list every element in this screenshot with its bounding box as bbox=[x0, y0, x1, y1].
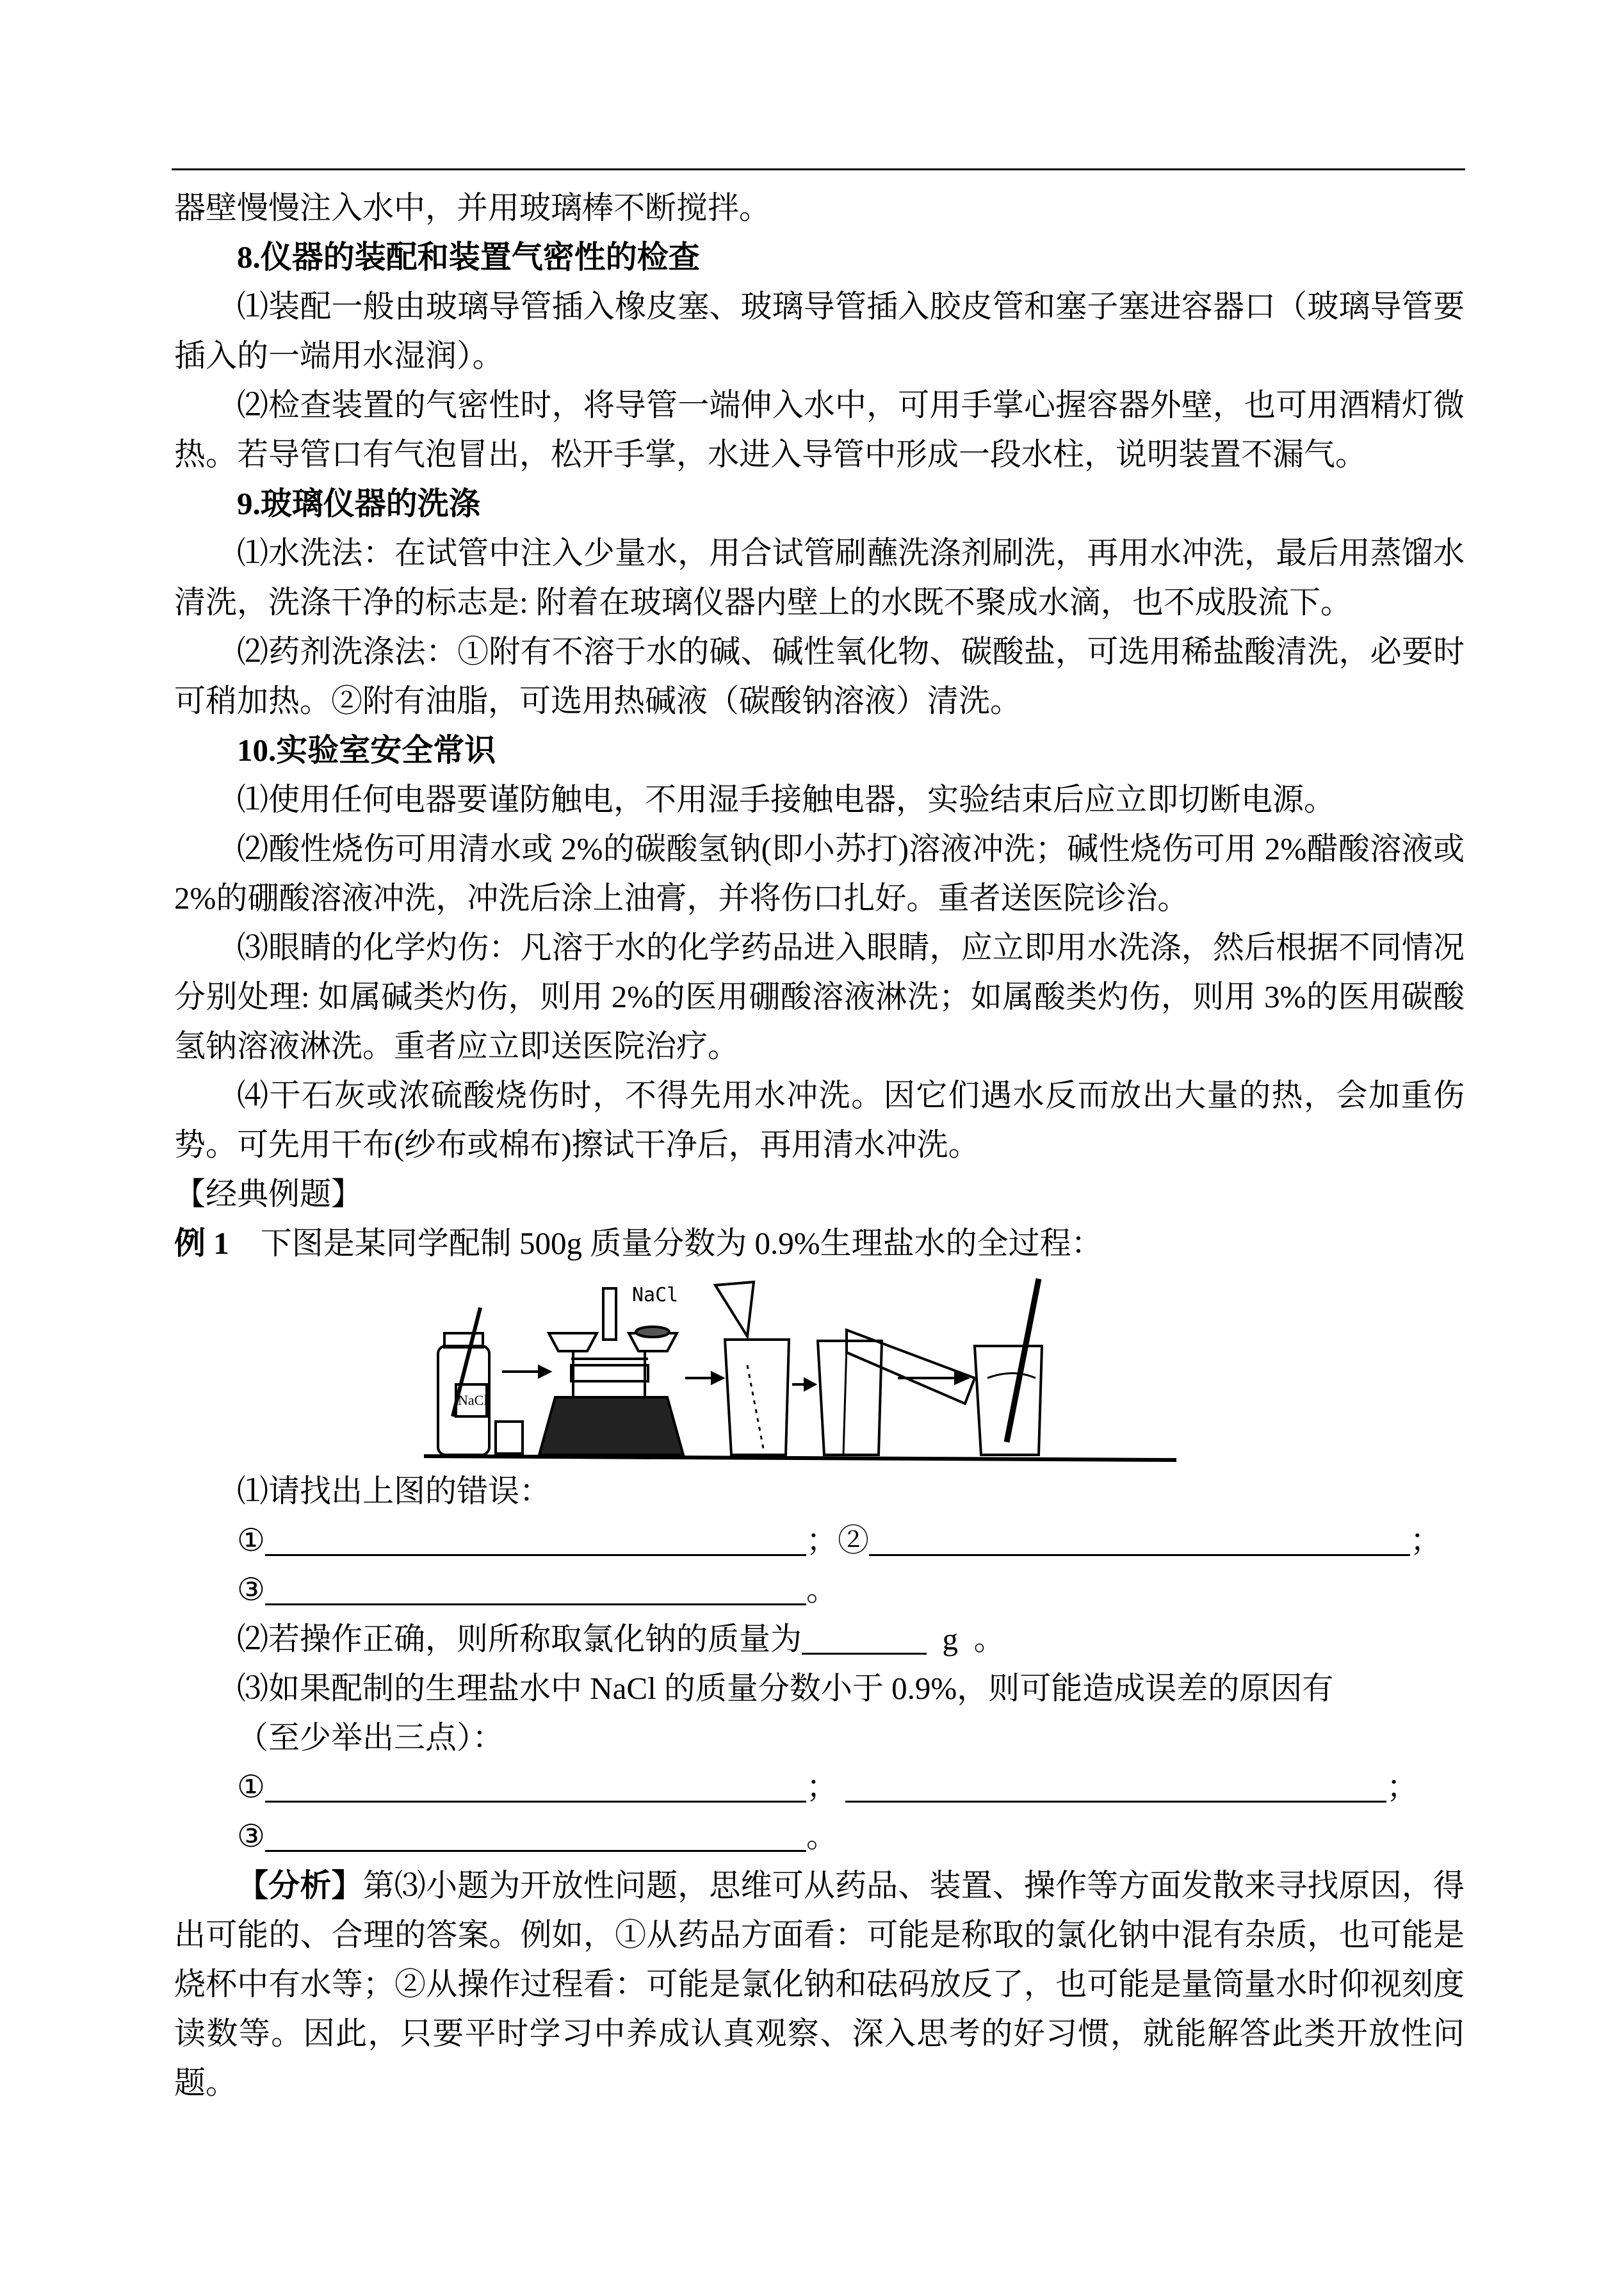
paragraph: ⑵检查装置的气密性时，将导管一端伸入水中，可用手掌心握容器外壁，也可用酒精灯微热。若导管口有气泡冒出，松开手掌，水进入导管中形成一段水柱，说明装置不漏气。 bbox=[174, 387, 1465, 472]
answer-blank-q3-1[interactable] bbox=[265, 1767, 806, 1803]
document-body bbox=[174, 183, 1465, 2107]
circle-2-label: ；② bbox=[806, 1523, 869, 1558]
paragraph: ⑷干石灰或浓硫酸烧伤时，不得先用水冲洗。因它们遇水反而放出大量的热，会加重伤势。可先用干布(纱布或棉布)擦试干净后，再用清水冲洗。 bbox=[174, 1078, 1465, 1162]
separator: ； bbox=[1409, 1523, 1441, 1558]
glass-rod bbox=[1007, 1279, 1039, 1442]
question-3: ⑶如果配制的生理盐水中 NaCl 的质量分数小于 0.9%，则可能造成误差的原因有 bbox=[237, 1671, 1334, 1706]
paragraph: ⑴水洗法：在试管中注入少量水，用合试管刷蘸洗涤剂刷洗，再用水冲洗，最后用蒸馏水清洗，洗涤干净的标志是: 附着在玻璃仪器内壁上的水既不聚成水滴，也不成股流下。 bbox=[174, 535, 1465, 620]
example-intro bbox=[174, 1219, 1465, 1268]
answer-blank-q1-1[interactable] bbox=[265, 1521, 806, 1556]
beaker-2 bbox=[818, 1341, 882, 1455]
section-heading-10: 10.实验室安全常识 bbox=[237, 733, 496, 768]
period: 。 bbox=[806, 1819, 838, 1854]
answer-blank-q2[interactable] bbox=[802, 1619, 927, 1655]
header-rule bbox=[172, 168, 1465, 170]
q3-answer-row-2 bbox=[174, 1812, 1465, 1861]
question-2-text: ⑵若操作正确，则所称取氯化钠的质量为 bbox=[237, 1621, 802, 1657]
q1-answer-row-2 bbox=[174, 1565, 1465, 1614]
period: 。 bbox=[806, 1572, 838, 1607]
analysis-text: 第⑶小题为开放性问题，思维可从药品、装置、操作等方面发散来寻找原因，得出可能的、合理的答案。例如，①从药品方面看：可能是称取的氯化钠中混有杂质，也可能是烧杯中有水等；②从操作过程看：可能是氯化钠和砝码放反了，也可能是量筒量水时仰视刻度读数等。因此，只要平时学习中养成认真观察、深入思考的好习惯，就能解答此类开放性问题。 bbox=[174, 1868, 1465, 2100]
circle-3-label: ③ bbox=[237, 1819, 265, 1854]
separator: ； bbox=[806, 1769, 838, 1804]
analysis-label: 【分析】 bbox=[237, 1868, 363, 1903]
graduated-cylinder-pour bbox=[843, 1330, 975, 1455]
paragraph: ⑵酸性烧伤可用清水或 2%的碳酸氢钠(即小苏打)溶液冲洗；碱性烧伤可用 2%醋酸溶液或 2%的硼酸溶液冲洗，冲洗后涂上油膏，并将伤口扎好。重者送医院诊治。 bbox=[174, 831, 1465, 916]
weighing-cup bbox=[496, 1422, 523, 1454]
example-label: 例 1 bbox=[174, 1226, 229, 1261]
bottle-label: NaCl bbox=[458, 1392, 488, 1408]
saline-preparation-figure bbox=[424, 1269, 1176, 1468]
paragraph: 器壁慢慢注入水中，并用玻璃棒不断搅拌。 bbox=[174, 190, 771, 225]
circle-1-label: ① bbox=[237, 1769, 265, 1804]
paragraph: ⑴使用任何电器要谨防触电，不用湿手接触电器，实验结束后应立即切断电源。 bbox=[237, 782, 1336, 817]
answer-blank-q3-3[interactable] bbox=[265, 1817, 806, 1852]
question-1: ⑴请找出上图的错误： bbox=[237, 1473, 551, 1509]
separator: ； bbox=[1386, 1769, 1418, 1804]
example-section-title: 【经典例题】 bbox=[174, 1176, 363, 1212]
question-2-unit: g 。 bbox=[927, 1621, 1005, 1657]
paragraph: ⑵药剂洗涤法：①附有不溶于水的碱、碱性氧化物、碳酸盐，可选用稀盐酸清洗，必要时可稍加热。②附有油脂，可选用热碱液（碳酸钠溶液）清洗。 bbox=[174, 634, 1465, 718]
table-surface-line bbox=[424, 1456, 1176, 1460]
paragraph: ⑶眼睛的化学灼伤：凡溶于水的化学药品进入眼睛，应立即用水洗涤，然后根据不同情况分别处理: 如属碱类灼伤，则用 2%的医用硼酸溶液淋洗；如属酸类灼伤，则用 3%的医用碳酸氢钠溶液淋洗。重者应立即送医院治疗。 bbox=[174, 930, 1465, 1064]
paragraph: ⑴装配一般由玻璃导管插入橡皮塞、玻璃导管插入胶皮管和塞子塞进容器口（玻璃导管要插入的一端用水湿润）。 bbox=[174, 289, 1465, 373]
q1-answer-row-1 bbox=[174, 1516, 1465, 1565]
balance bbox=[539, 1284, 683, 1455]
question-2 bbox=[174, 1614, 1465, 1664]
answer-blank-q3-2[interactable] bbox=[845, 1767, 1386, 1803]
question-3-note: （至少举出三点）： bbox=[237, 1720, 504, 1755]
analysis-paragraph bbox=[174, 1861, 1465, 2107]
circle-3-label: ③ bbox=[237, 1572, 265, 1607]
answer-blank-q1-2[interactable] bbox=[869, 1521, 1410, 1556]
q3-answer-row-1 bbox=[174, 1762, 1465, 1812]
section-heading-9: 9.玻璃仪器的洗涤 bbox=[237, 486, 480, 521]
circle-1-label: ① bbox=[237, 1523, 265, 1558]
beaker-1 bbox=[725, 1340, 789, 1455]
reagent-bottle bbox=[438, 1308, 489, 1455]
paper-funnel-pour bbox=[715, 1282, 754, 1336]
answer-blank-q1-3[interactable] bbox=[265, 1570, 806, 1605]
example-intro-text: 下图是某同学配制 500g 质量分数为 0.9%生理盐水的全过程： bbox=[229, 1226, 1103, 1261]
scale-pan-label: NaCl bbox=[632, 1284, 679, 1306]
section-heading-8: 8.仪器的装配和装置气密性的检查 bbox=[237, 239, 700, 275]
